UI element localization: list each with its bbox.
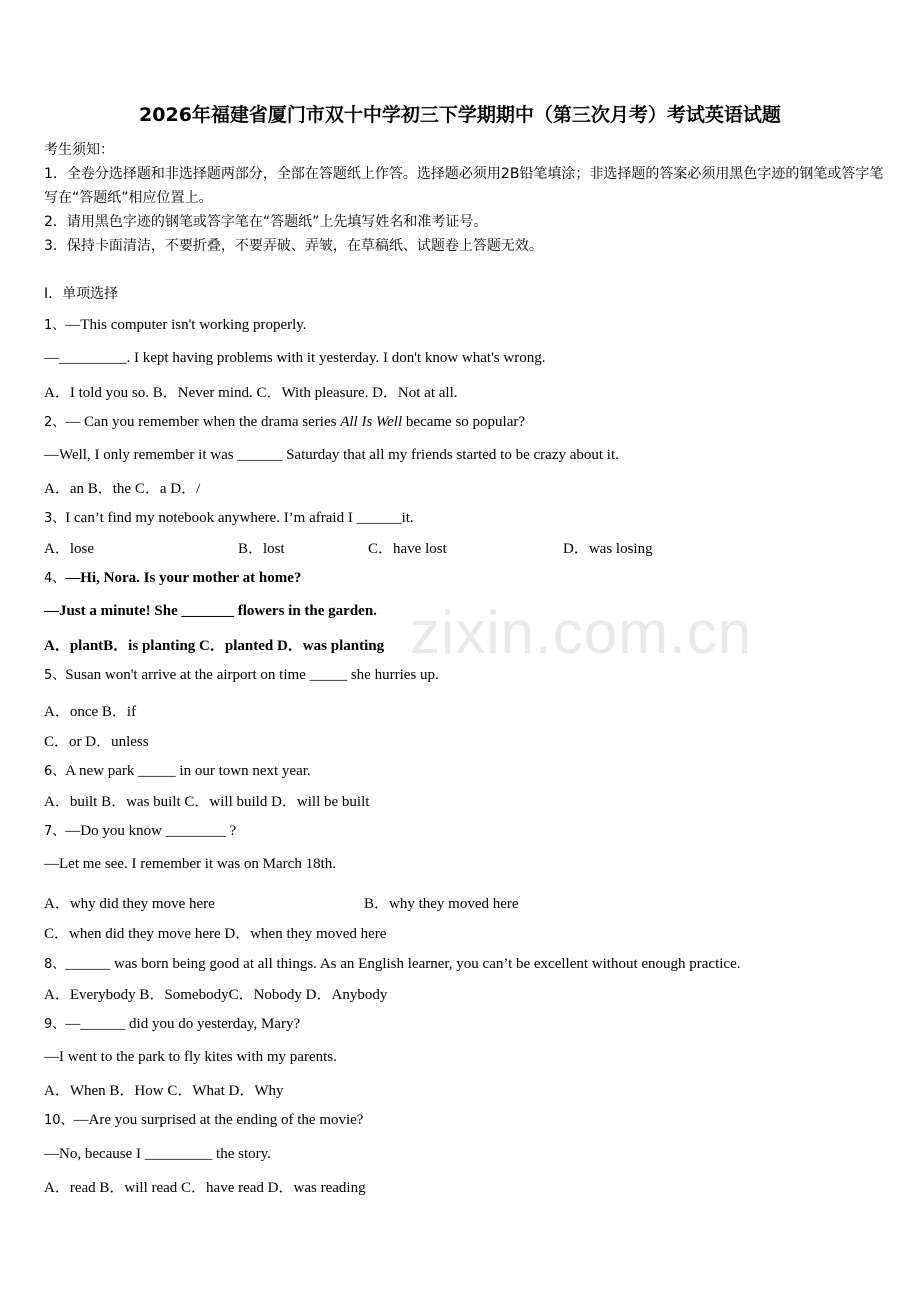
question-text: Susan won't arrive at the airport on time _____ she hurries up. — [65, 667, 439, 683]
question-text: —______ did you do yesterday, Mary? — [65, 1016, 301, 1032]
question-text: I can’t find my notebook anywhere. I’m afraid I ______it. — [65, 510, 414, 526]
question-8-options: A．Everybody B．SomebodyC．Nobody D．Anybody — [44, 987, 388, 1003]
watermark: zixin.com.cn — [410, 599, 753, 666]
drama-title: All Is Well — [340, 414, 403, 430]
question-3-options — [44, 537, 844, 557]
question-2-options: A．an B．the C．a D．/ — [44, 481, 201, 497]
option-a: A．lose — [44, 541, 94, 557]
question-10-reply: —No, because I _________ the story. — [44, 1146, 271, 1162]
option-a: A．why did they move here — [44, 896, 215, 912]
question-7-options-cd: C．when did they move here D．when they moved here — [44, 926, 387, 942]
question-4-reply: —Just a minute! She _______ flowers in the garden. — [44, 603, 377, 619]
question-number: 2、 — [44, 415, 66, 430]
question-number: 3、 — [44, 511, 66, 526]
question-text: —Hi, Nora. Is your mother at home? — [65, 570, 302, 586]
question-8-stem — [44, 953, 741, 973]
notice-item: 3．保持卡面清洁，不要折叠，不要弄破、弄皱，在草稿纸、试题卷上答题无效。 — [44, 238, 543, 254]
question-10-stem — [44, 1109, 363, 1129]
question-number: 4、 — [44, 571, 66, 586]
question-7-options-ab — [44, 892, 844, 912]
question-number: 7、 — [44, 824, 66, 839]
notice-item: 1．全卷分选择题和非选择题两部分，全部在答题纸上作答。选择题必须用2B铅笔填涂；非选择题的答案必须用黑色字迹的钢笔或答字笔写在“答题纸”相应位置上。 — [44, 166, 884, 206]
option-d: D．was losing — [563, 541, 653, 557]
question-text: —This computer isn't working properly. — [65, 317, 307, 333]
question-number: 5、 — [44, 668, 66, 683]
question-number: 1、 — [44, 318, 66, 333]
question-2-reply: —Well, I only remember it was ______ Saturday that all my friends started to be crazy about it. — [44, 447, 619, 463]
page-title: 2026年福建省厦门市双十中学初三下学期期中（第三次月考）考试英语试题 — [139, 104, 781, 126]
question-1-stem — [44, 314, 307, 334]
question-6-stem — [44, 760, 311, 780]
question-3-stem — [44, 507, 414, 527]
question-5-stem — [44, 664, 439, 684]
option-b: B．lost — [238, 541, 285, 557]
question-6-options: A．built B．was built C．will build D．will be built — [44, 794, 370, 810]
section-heading: Ⅰ．单项选择 — [44, 286, 119, 302]
question-4-options: A．plantB．is planting C．planted D．was planting — [44, 638, 385, 654]
question-9-reply: —I went to the park to fly kites with my parents. — [44, 1049, 337, 1065]
notice-heading: 考生须知： — [44, 142, 114, 158]
question-1-options: A．I told you so. B．Never mind. C．With pleasure. D．Not at all. — [44, 385, 458, 401]
question-text: A new park _____ in our town next year. — [65, 763, 311, 779]
question-10-options: A．read B．will read C．have read D．was reading — [44, 1180, 366, 1196]
question-number: 9、 — [44, 1017, 66, 1032]
question-2-stem — [44, 411, 525, 431]
option-b: B．why they moved here — [364, 896, 519, 912]
question-number: 10、 — [44, 1113, 74, 1128]
option-c: C．have lost — [368, 541, 447, 557]
question-number: 6、 — [44, 764, 66, 779]
question-text: —Do you know ________ ? — [65, 823, 237, 839]
question-5-options-row2: C．or D．unless — [44, 734, 149, 750]
question-text: became so popular? — [402, 414, 526, 430]
question-9-options: A．When B．How C．What D．Why — [44, 1083, 284, 1099]
question-4-stem — [44, 567, 301, 587]
exam-notice — [44, 138, 884, 258]
question-5-options-row1: A．once B．if — [44, 704, 137, 720]
question-9-stem — [44, 1013, 300, 1033]
question-text: —Are you surprised at the ending of the movie? — [73, 1112, 364, 1128]
question-text: ______ was born being good at all things. As an English learner, you can’t be excellent without enough practice. — [65, 956, 741, 972]
notice-item: 2．请用黑色字迹的钢笔或答字笔在“答题纸”上先填写姓名和准考证号。 — [44, 214, 488, 230]
question-7-reply: —Let me see. I remember it was on March 18th. — [44, 856, 336, 872]
question-text: — Can you remember when the drama series — [65, 414, 341, 430]
question-7-stem — [44, 820, 236, 840]
question-1-reply: —_________. I kept having problems with it yesterday. I don't know what's wrong. — [44, 350, 546, 366]
question-number: 8、 — [44, 957, 66, 972]
